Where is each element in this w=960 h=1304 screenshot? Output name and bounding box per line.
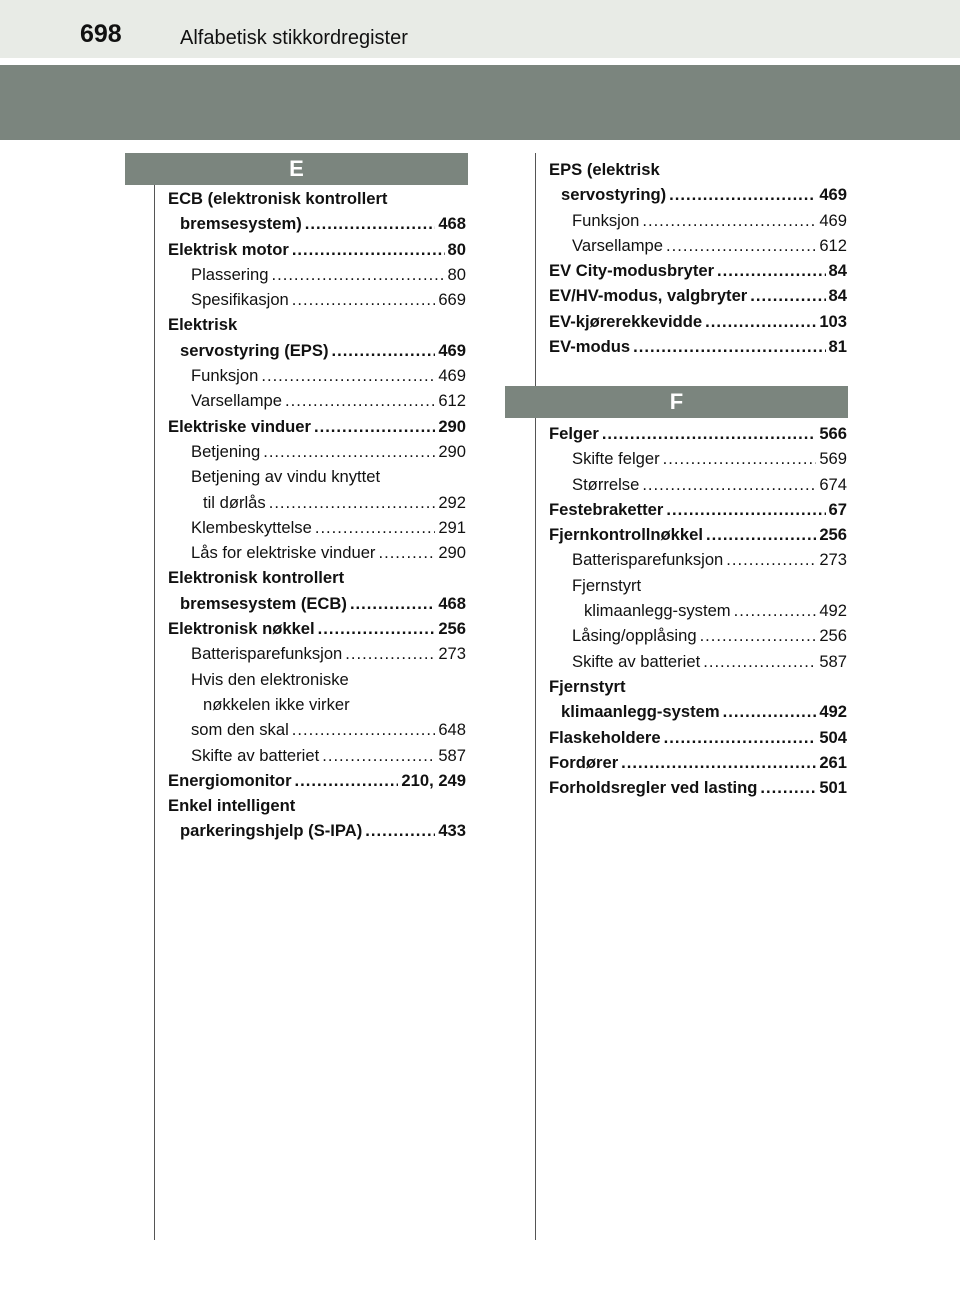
index-entry xyxy=(549,623,847,648)
index-term: ECB (elektronisk kontrollert xyxy=(168,189,388,208)
dot-leader xyxy=(633,334,825,359)
index-term: Elektrisk motor xyxy=(168,239,289,259)
index-entry xyxy=(168,616,466,641)
index-entry xyxy=(549,598,847,623)
dot-leader xyxy=(292,717,436,742)
dot-leader xyxy=(669,182,816,207)
index-entry xyxy=(168,743,466,768)
page-reference: 292 xyxy=(438,492,466,512)
index-entry xyxy=(549,182,847,207)
page-reference: 273 xyxy=(819,550,847,570)
index-entry xyxy=(549,674,847,699)
index-term: Betjening xyxy=(191,441,261,461)
index-entry xyxy=(168,667,466,692)
index-term: EV/HV-modus, valgbryter xyxy=(549,286,748,306)
header-band xyxy=(0,65,960,140)
index-list-e xyxy=(168,186,466,844)
index-entry xyxy=(549,573,847,598)
section-letter-e: E xyxy=(125,153,468,185)
page-reference: 612 xyxy=(819,235,847,255)
page-reference: 81 xyxy=(828,337,847,357)
page-reference: 468 xyxy=(438,214,466,234)
page-reference: 504 xyxy=(819,727,847,747)
dot-leader xyxy=(365,818,435,843)
index-term: Varsellampe xyxy=(191,391,282,411)
page-reference: 669 xyxy=(438,290,466,310)
dot-leader xyxy=(723,699,817,724)
dot-leader xyxy=(750,283,825,308)
dot-leader xyxy=(285,388,435,413)
page-reference: 587 xyxy=(819,651,847,671)
index-entry xyxy=(168,540,466,565)
page-reference: 612 xyxy=(438,391,466,411)
index-term: parkeringshjelp (S-IPA) xyxy=(180,821,363,841)
index-entry xyxy=(168,641,466,666)
index-term: Skifte av batteriet xyxy=(191,745,320,765)
index-entry xyxy=(549,725,847,750)
index-term: Lås for elektriske vinduer xyxy=(191,543,376,563)
dot-leader xyxy=(705,309,816,334)
page-reference: 67 xyxy=(828,499,847,519)
index-entry xyxy=(549,233,847,258)
page-reference: 469 xyxy=(438,340,466,360)
dot-leader xyxy=(664,725,817,750)
dot-leader xyxy=(706,522,816,547)
index-entry xyxy=(168,287,466,312)
index-entry xyxy=(549,775,847,800)
index-term: Batterisparefunksjon xyxy=(191,644,343,664)
dot-leader xyxy=(331,338,435,363)
index-term: Felger xyxy=(549,424,599,443)
dot-leader xyxy=(292,287,436,312)
page-reference: 290 xyxy=(438,441,466,461)
dot-leader xyxy=(269,490,436,515)
index-entry xyxy=(549,283,847,308)
index-term: Energiomonitor xyxy=(168,770,292,790)
index-term: Enkel intelligent xyxy=(168,796,296,816)
page-reference: 468 xyxy=(438,593,466,613)
index-term: klimaanlegg-system xyxy=(584,601,731,621)
index-list-e-continued xyxy=(549,157,847,359)
page-number: 698 xyxy=(80,20,122,48)
page-reference: 261 xyxy=(819,752,847,772)
index-term: Fjernstyrt xyxy=(549,676,626,696)
dot-leader xyxy=(642,208,816,233)
index-entry xyxy=(168,439,466,464)
index-term: Elektronisk kontrollert xyxy=(168,568,345,588)
index-term: Skifte av batteriet xyxy=(572,651,701,671)
index-term: Forholdsregler ved lasting xyxy=(549,778,758,798)
dot-leader xyxy=(263,439,435,464)
page-reference: 469 xyxy=(819,210,847,230)
index-term: Festebraketter xyxy=(549,499,664,519)
page-reference: 674 xyxy=(819,474,847,494)
dot-leader xyxy=(666,233,816,258)
dot-leader xyxy=(700,623,817,648)
dot-leader xyxy=(734,598,817,623)
page-reference: 80 xyxy=(447,264,466,284)
index-term: Plassering xyxy=(191,264,269,284)
index-term: som den skal xyxy=(191,720,289,740)
header-bar xyxy=(0,0,960,58)
index-term: Størrelse xyxy=(572,474,640,494)
dot-leader xyxy=(621,750,816,775)
index-entry xyxy=(549,421,847,446)
page-reference: 587 xyxy=(438,745,466,765)
index-entry xyxy=(168,692,466,717)
index-entry xyxy=(168,565,466,590)
index-entry xyxy=(549,547,847,572)
index-term: Elektronisk nøkkel xyxy=(168,619,315,639)
index-term: Flaskeholdere xyxy=(549,727,661,747)
index-term: Elektrisk xyxy=(168,315,238,335)
index-term: Batterisparefunksjon xyxy=(572,550,724,570)
index-entry xyxy=(549,497,847,522)
dot-leader xyxy=(292,237,445,262)
index-term: Låsing/opplåsing xyxy=(572,626,697,646)
index-term: bremsesystem) xyxy=(180,214,302,234)
page-reference: 210, 249 xyxy=(401,770,466,790)
page-reference: 256 xyxy=(819,525,847,545)
page-reference: 291 xyxy=(438,517,466,537)
index-term: servostyring) xyxy=(561,185,667,205)
index-term: Fjernstyrt xyxy=(572,575,642,595)
dot-leader xyxy=(345,641,435,666)
dot-leader xyxy=(271,262,444,287)
page-reference: 569 xyxy=(819,449,847,469)
dot-leader xyxy=(378,540,435,565)
dot-leader xyxy=(642,472,816,497)
index-entry xyxy=(168,768,466,793)
index-entry xyxy=(549,309,847,334)
dot-leader xyxy=(261,363,435,388)
index-term: bremsesystem (ECB) xyxy=(180,593,347,613)
index-entry xyxy=(168,388,466,413)
page-reference: 80 xyxy=(447,239,466,259)
index-entry xyxy=(168,237,466,262)
index-entry xyxy=(168,591,466,616)
dot-leader xyxy=(315,515,435,540)
index-entry xyxy=(549,750,847,775)
index-term: EPS (elektrisk xyxy=(549,160,660,179)
page-reference: 433 xyxy=(438,821,466,841)
dot-leader xyxy=(314,414,435,439)
index-term: Skifte felger xyxy=(572,449,660,469)
page-reference: 469 xyxy=(438,366,466,386)
page-reference: 501 xyxy=(819,778,847,798)
index-entry xyxy=(168,262,466,287)
dot-leader xyxy=(295,768,399,793)
section-letter-f: F xyxy=(505,386,848,418)
page-reference: 256 xyxy=(819,626,847,646)
index-entry xyxy=(168,312,466,337)
index-term: Betjening av vindu knyttet xyxy=(191,467,381,487)
index-entry xyxy=(168,793,466,818)
dot-leader xyxy=(703,649,816,674)
dot-leader xyxy=(717,258,825,283)
dot-leader xyxy=(760,775,816,800)
index-entry xyxy=(168,211,466,236)
index-term: servostyring (EPS) xyxy=(180,340,329,360)
index-entry xyxy=(168,363,466,388)
index-term: Hvis den elektroniske xyxy=(191,669,349,689)
page-reference: 492 xyxy=(819,702,847,722)
index-entry xyxy=(168,414,466,439)
index-entry xyxy=(549,649,847,674)
page-title: Alfabetisk stikkordregister xyxy=(180,27,408,49)
index-term: Funksjon xyxy=(572,210,640,230)
dot-leader xyxy=(350,591,435,616)
index-entry xyxy=(549,699,847,724)
page-reference: 566 xyxy=(819,424,847,443)
index-term: EV City-modusbryter xyxy=(549,261,715,281)
index-entry xyxy=(168,186,466,211)
index-entry xyxy=(549,258,847,283)
page-reference: 290 xyxy=(438,416,466,436)
dot-leader xyxy=(726,547,816,572)
index-term: Fjernkontrollnøkkel xyxy=(549,525,703,545)
index-term: Fordører xyxy=(549,752,619,772)
page-reference: 103 xyxy=(819,311,847,331)
index-list-f xyxy=(549,421,847,800)
page-reference: 84 xyxy=(828,261,847,281)
page-reference: 84 xyxy=(828,286,847,306)
page-reference: 273 xyxy=(438,644,466,664)
index-term: Spesifikasjon xyxy=(191,290,289,310)
column-rule-left xyxy=(154,184,155,1240)
index-entry xyxy=(168,515,466,540)
dot-leader xyxy=(322,743,435,768)
index-term: til dørlås xyxy=(203,492,266,512)
column-rule-right xyxy=(535,153,536,1240)
page-reference: 256 xyxy=(438,619,466,639)
index-entry xyxy=(549,157,847,182)
index-entry xyxy=(549,446,847,471)
index-term: Funksjon xyxy=(191,366,259,386)
dot-leader xyxy=(663,446,817,471)
index-entry xyxy=(549,522,847,547)
index-term: EV-kjørerekkevidde xyxy=(549,311,703,331)
index-term: Varsellampe xyxy=(572,235,663,255)
page-reference: 290 xyxy=(438,543,466,563)
dot-leader xyxy=(602,421,817,446)
index-entry xyxy=(168,818,466,843)
index-term: nøkkelen ikke virker xyxy=(203,694,350,714)
index-entry xyxy=(549,334,847,359)
index-entry xyxy=(168,464,466,489)
page-reference: 648 xyxy=(438,720,466,740)
index-term: Elektriske vinduer xyxy=(168,416,311,436)
index-entry xyxy=(168,717,466,742)
dot-leader xyxy=(318,616,436,641)
index-term: klimaanlegg-system xyxy=(561,702,720,722)
index-entry xyxy=(549,472,847,497)
index-entry xyxy=(168,338,466,363)
dot-leader xyxy=(305,211,436,236)
page-reference: 469 xyxy=(819,185,847,205)
index-entry xyxy=(549,208,847,233)
index-term: Klembeskyttelse xyxy=(191,517,312,537)
dot-leader xyxy=(666,497,825,522)
page-reference: 492 xyxy=(819,601,847,621)
index-term: EV-modus xyxy=(549,337,631,357)
index-entry xyxy=(168,490,466,515)
